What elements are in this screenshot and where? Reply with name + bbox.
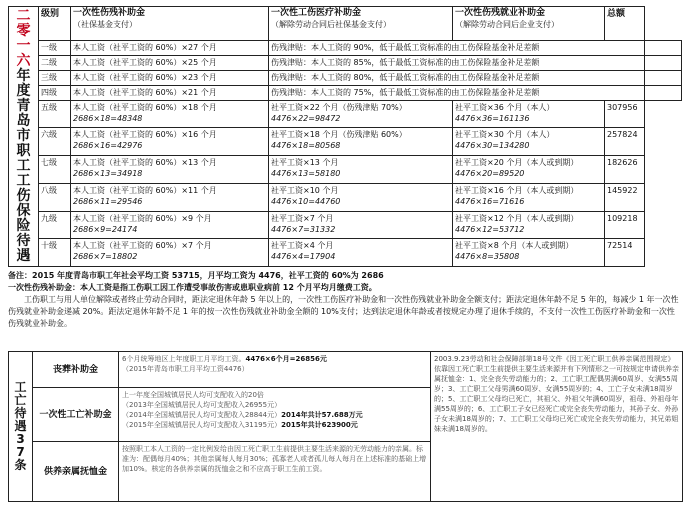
- note-average-wage: 备注：2015 年度青岛市职工年社会平均工资 53715，月平均工资为 4476，社平工资的 60%为 2686: [8, 271, 384, 280]
- table-row: [9, 70, 682, 85]
- disability-subsidy-cell: 本人工资（社平工资的 60%）×21 个月: [71, 85, 269, 100]
- level-cell: 五级: [39, 100, 71, 128]
- total-cell: [645, 85, 682, 100]
- employment-subsidy-cell: 社平工资×8 个月（本人或到期） 4476×8=35808: [453, 239, 605, 267]
- disability-subsidy-cell: 本人工资（社平工资的 60%）×18 个月 2686×18=48348: [71, 100, 269, 128]
- disability-allowance-cell: 伤残津贴：本人工资的 90%，低于最低工资标准的由工伤保险基金补足差额: [269, 41, 645, 56]
- table-row: [9, 100, 682, 128]
- level-cell: 三级: [39, 70, 71, 85]
- dependent-pension-detail: 按照职工本人工资的一定比例发给由因工死亡职工生前提供主要生活来源的无劳动能力的亲属。标准为：配偶每月40%；其他亲属每人每月30%；孤寡老人或者孤儿每人每月在上述标准的基础上增加10%。核定的各供养亲属的抚恤金之和不应高于职工生前工资。: [119, 442, 431, 502]
- note-contract-termination: 工伤职工与用人单位解除或者终止劳动合同时，距法定退休年龄 5 年以上的，一次性工伤医疗补助金和一次性伤残就业补助金全额支付；距法定退休年龄不足 5 年的，每减少 1 年一次性伤残就业补助金递减 20%。距法定退休年龄不足 1 年的按一次性伤残就业补助金全额的 10%支付；达到法定退休年龄或者按规定办理了退休手续的，不支付一次性工伤医疗补助金和一次性伤残就业补助金。: [8, 295, 679, 328]
- table-row: [9, 156, 682, 184]
- table-row: [9, 239, 682, 267]
- level-cell: 一级: [39, 41, 71, 56]
- total-cell: 307956: [605, 100, 645, 128]
- notes-section: [8, 270, 682, 330]
- disability-subsidy-cell: 本人工资（社平工资的 60%）×9 个月 2686×9=24174: [71, 211, 269, 239]
- death-benefits-side-title: 工亡待遇37条: [9, 352, 33, 502]
- disability-subsidy-cell: 本人工资（社平工资的 60%）×16 个月 2686×16=42976: [71, 128, 269, 156]
- total-cell: [645, 70, 682, 85]
- employment-subsidy-cell: 社平工资×12 个月（本人或到期） 4476×12=53712: [453, 211, 605, 239]
- medical-subsidy-cell: 社平工资×13 个月 4476×13=58180: [269, 156, 453, 184]
- disability-allowance-cell: 伤残津贴：本人工资的 85%，低于最低工资标准的由工伤保险基金补足差额: [269, 56, 645, 71]
- funeral-subsidy-detail: 6个月统筹地区上年度职工月平均工资。4476×6个月=26856元 （2015年青岛市职工月平均工资4476）: [119, 352, 431, 388]
- medical-subsidy-cell: 社平工资×18 个月（伤残津贴 60%） 4476×18=80568: [269, 128, 453, 156]
- table-row: [9, 85, 682, 100]
- medical-subsidy-cell: 社平工资×10 个月 4476×10=44760: [269, 183, 453, 211]
- disability-subsidy-cell: 本人工资（社平工资的 60%）×23 个月: [71, 70, 269, 85]
- total-cell: 109218: [605, 211, 645, 239]
- note-disability-subsidy: 一次性伤残补助金：本人工资是指工伤职工因工作遭受事故伤害或患职业病前 12 个月平均月缴费工资。: [8, 283, 377, 292]
- death-lump-sum-detail: 上一年度全国城镇居民人均可支配收入的20倍 （2013年全国城镇居民人均可支配收入26955元） （2014年全国城镇居民人均可支配收入28844元）2014年共计57.688万元 （2015年全国城镇居民人均可支配收入31195元）2015年共计623900元: [119, 388, 431, 442]
- header-col2: 一次性工伤医疗补助金 （解除劳动合同后社保基金支付）: [269, 7, 453, 41]
- total-cell: 145922: [605, 183, 645, 211]
- header-col3: 一次性伤残就业补助金 （解除劳动合同后企业支付）: [453, 7, 605, 41]
- disability-subsidy-cell: 本人工资（社平工资的 60%）×7 个月 2686×7=18802: [71, 239, 269, 267]
- table-row: [9, 56, 682, 71]
- table-row: [9, 128, 682, 156]
- disability-subsidy-cell: 本人工资（社平工资的 60%）×11 个月 2686×11=29546: [71, 183, 269, 211]
- disability-allowance-cell: 伤残津贴：本人工资的 75%，低于最低工资标准的由工伤保险基金补足差额: [269, 85, 645, 100]
- employment-subsidy-cell: 社平工资×30 个月（本人） 4476×30=134280: [453, 128, 605, 156]
- disability-benefits-table: [8, 6, 682, 267]
- medical-subsidy-cell: 社平工资×22 个月（伤残津贴 70%） 4476×22=98472: [269, 100, 453, 128]
- death-lump-sum-label: 一次性工亡补助金: [33, 388, 119, 442]
- disability-allowance-cell: 伤残津贴：本人工资的 80%，低于最低工资标准的由工伤保险基金补足差额: [269, 70, 645, 85]
- level-cell: 二级: [39, 56, 71, 71]
- level-cell: 九级: [39, 211, 71, 239]
- disability-subsidy-cell: 本人工资（社平工资的 60%）×25 个月: [71, 56, 269, 71]
- level-cell: 十级: [39, 239, 71, 267]
- total-cell: 182626: [605, 156, 645, 184]
- medical-subsidy-cell: 社平工资×4 个月 4476×4=17904: [269, 239, 453, 267]
- death-benefits-table: [8, 351, 683, 502]
- employment-subsidy-cell: 社平工资×36 个月（本人） 4476×36=161136: [453, 100, 605, 128]
- dependent-pension-label: 供养亲属抚恤金: [33, 442, 119, 502]
- employment-subsidy-cell: 社平工资×16 个月（本人或到期） 4476×16=71616: [453, 183, 605, 211]
- employment-subsidy-cell: 社平工资×20 个月（本人或到期） 4476×20=89520: [453, 156, 605, 184]
- side-title: [9, 7, 39, 267]
- header-col1: 一次性伤残补助金 （社保基金支付）: [71, 7, 269, 41]
- table-row: [9, 352, 683, 388]
- side-title-text: 年度青岛市职工工伤保险待遇: [16, 68, 31, 264]
- level-cell: 四级: [39, 85, 71, 100]
- disability-subsidy-cell: 本人工资（社平工资的 60%）×13 个月 2686×13=34918: [71, 156, 269, 184]
- level-cell: 六级: [39, 128, 71, 156]
- total-cell: [645, 41, 682, 56]
- header-level: 级别: [39, 7, 71, 41]
- table-row: [9, 183, 682, 211]
- total-cell: 72514: [605, 239, 645, 267]
- dependent-relatives-regulation: 2003.9.23劳动和社会保障部第18号文件《因工死亡职工供养亲属范围规定》依靠因工死亡职工生前提供主要生活来源并有下列情形之一可按规定申请供养亲属抚恤金：1、完全丧失劳动能力的；2、工亡职工配偶男满60周岁、女满55周岁；3、工亡职工父母男满60周岁、女满55周岁的；4、工亡子女未满18周岁的；5、工亡职工父母均已死亡，其祖父、外祖父年满60周岁，祖母、外祖母年满55周岁的；6、工亡职工子女已经死亡或完全丧失劳动能力，其孙子女、外孙子女未满18周岁的；7、工亡职工父母均已死亡或完全丧失劳动能力，其兄弟姐妹未满18周岁的。: [431, 352, 683, 502]
- table-row: [9, 41, 682, 56]
- side-title-year: 二零一六: [16, 8, 31, 69]
- funeral-subsidy-label: 丧葬补助金: [33, 352, 119, 388]
- total-cell: [645, 56, 682, 71]
- medical-subsidy-cell: 社平工资×7 个月 4476×7=31332: [269, 211, 453, 239]
- level-cell: 七级: [39, 156, 71, 184]
- header-total: 总额: [605, 7, 645, 41]
- total-cell: 257824: [605, 128, 645, 156]
- level-cell: 八级: [39, 183, 71, 211]
- table-row: [9, 211, 682, 239]
- disability-subsidy-cell: 本人工资（社平工资的 60%）×27 个月: [71, 41, 269, 56]
